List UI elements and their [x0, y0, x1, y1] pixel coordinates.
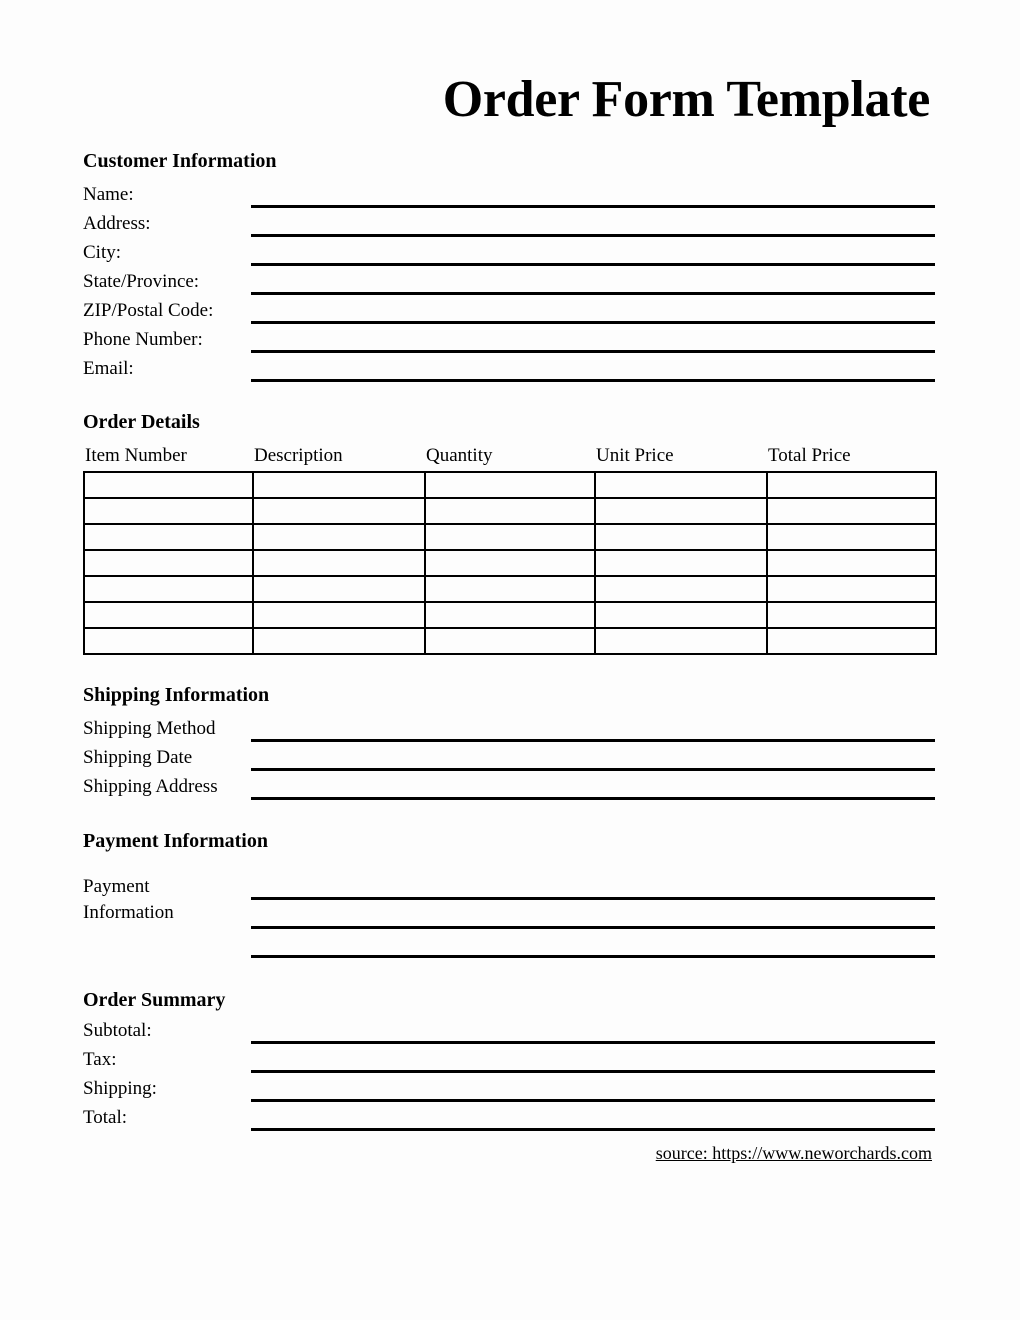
field-row-tax	[83, 1047, 935, 1076]
field-input-shipping-method[interactable]	[251, 739, 935, 742]
table-cell-unit-price[interactable]	[595, 602, 767, 628]
field-row-city	[83, 240, 935, 269]
table-cell-total-price[interactable]	[767, 524, 936, 550]
table-cell-description[interactable]	[253, 628, 425, 654]
table-cell-item-number[interactable]	[84, 524, 253, 550]
table-cell-item-number[interactable]	[84, 472, 253, 498]
table-cell-total-price[interactable]	[767, 472, 936, 498]
payment-information-fields	[83, 874, 935, 964]
table-cell-quantity[interactable]	[425, 524, 595, 550]
table-cell-description[interactable]	[253, 498, 425, 524]
order-details-table	[83, 471, 937, 655]
table-cell-quantity[interactable]	[425, 602, 595, 628]
field-label-name: Name:	[83, 184, 134, 205]
document-content	[83, 0, 935, 1164]
table-cell-unit-price[interactable]	[595, 628, 767, 654]
table-row	[84, 602, 936, 628]
table-row	[84, 498, 936, 524]
table-cell-item-number[interactable]	[84, 498, 253, 524]
field-label-subtotal: Subtotal:	[83, 1020, 152, 1041]
field-row-shipping-date	[83, 745, 935, 774]
field-input-phone-number[interactable]	[251, 350, 935, 353]
field-input-payment-line-3[interactable]	[251, 955, 935, 958]
field-row-phone-number	[83, 327, 935, 356]
table-row	[84, 628, 936, 654]
field-label-zip-postal-code: ZIP/Postal Code:	[83, 300, 214, 321]
table-row	[84, 576, 936, 602]
table-cell-unit-price[interactable]	[595, 498, 767, 524]
table-cell-item-number[interactable]	[84, 602, 253, 628]
table-cell-unit-price[interactable]	[595, 550, 767, 576]
table-cell-total-price[interactable]	[767, 602, 936, 628]
table-cell-total-price[interactable]	[767, 498, 936, 524]
page-title: Order Form Template	[442, 71, 930, 128]
field-input-subtotal[interactable]	[251, 1041, 935, 1044]
field-label-shipping-cost: Shipping:	[83, 1078, 157, 1099]
column-header-item-number: Item Number	[85, 445, 187, 466]
field-row-shipping-method	[83, 716, 935, 745]
column-header-quantity: Quantity	[426, 445, 493, 466]
field-row-subtotal	[83, 1018, 935, 1047]
field-row-shipping-address	[83, 774, 935, 803]
field-input-payment-line-2[interactable]	[251, 926, 935, 929]
column-header-total-price: Total Price	[768, 445, 851, 466]
field-input-shipping-cost[interactable]	[251, 1099, 935, 1102]
order-details-heading: Order Details	[83, 411, 200, 433]
table-cell-total-price[interactable]	[767, 576, 936, 602]
field-row-total	[83, 1105, 935, 1134]
order-summary-fields	[83, 1018, 935, 1134]
field-label-payment-information: Payment Information	[83, 876, 174, 923]
customer-information-heading: Customer Information	[83, 150, 277, 172]
table-cell-unit-price[interactable]	[595, 472, 767, 498]
field-input-name[interactable]	[251, 205, 935, 208]
field-label-phone-number: Phone Number:	[83, 329, 203, 350]
table-row	[84, 472, 936, 498]
source-note	[83, 1142, 935, 1164]
table-cell-item-number[interactable]	[84, 576, 253, 602]
field-label-state-province: State/Province:	[83, 271, 200, 292]
field-input-total[interactable]	[251, 1128, 935, 1131]
field-input-payment-line-1[interactable]	[251, 897, 935, 900]
field-label-shipping-date: Shipping Date	[83, 747, 193, 768]
table-cell-item-number[interactable]	[84, 628, 253, 654]
table-cell-total-price[interactable]	[767, 628, 936, 654]
table-cell-description[interactable]	[253, 524, 425, 550]
field-input-tax[interactable]	[251, 1070, 935, 1073]
field-label-shipping-address: Shipping Address	[83, 776, 218, 797]
field-row-name	[83, 182, 935, 211]
table-cell-quantity[interactable]	[425, 576, 595, 602]
table-cell-quantity[interactable]	[425, 628, 595, 654]
field-label-address: Address:	[83, 213, 151, 234]
field-input-address[interactable]	[251, 234, 935, 237]
table-cell-description[interactable]	[253, 550, 425, 576]
column-header-unit-price: Unit Price	[596, 445, 674, 466]
shipping-information-heading: Shipping Information	[83, 684, 270, 706]
column-header-description: Description	[254, 445, 343, 466]
shipping-information-fields	[83, 716, 935, 803]
field-row-zip-postal-code	[83, 298, 935, 327]
field-label-city: City:	[83, 242, 122, 263]
order-summary-heading: Order Summary	[83, 989, 226, 1011]
field-input-zip-postal-code[interactable]	[251, 321, 935, 324]
customer-information-fields	[83, 182, 935, 385]
order-table-column-headers	[83, 444, 935, 471]
table-cell-item-number[interactable]	[84, 550, 253, 576]
table-cell-quantity[interactable]	[425, 550, 595, 576]
field-input-shipping-date[interactable]	[251, 768, 935, 771]
payment-information-heading: Payment Information	[83, 830, 268, 852]
table-row	[84, 550, 936, 576]
field-input-city[interactable]	[251, 263, 935, 266]
field-row-shipping-cost	[83, 1076, 935, 1105]
table-cell-description[interactable]	[253, 576, 425, 602]
table-row	[84, 524, 936, 550]
table-cell-unit-price[interactable]	[595, 524, 767, 550]
field-label-tax: Tax:	[83, 1049, 117, 1070]
table-cell-quantity[interactable]	[425, 472, 595, 498]
field-label-email: Email:	[83, 358, 134, 379]
table-cell-description[interactable]	[253, 472, 425, 498]
table-cell-quantity[interactable]	[425, 498, 595, 524]
field-row-address	[83, 211, 935, 240]
field-input-state-province[interactable]	[251, 292, 935, 295]
field-input-email[interactable]	[251, 379, 935, 382]
field-row-state-province	[83, 269, 935, 298]
table-cell-total-price[interactable]	[767, 550, 936, 576]
source-link[interactable]: source: https://www.neworchards.com	[655, 1143, 932, 1163]
table-cell-unit-price[interactable]	[595, 576, 767, 602]
field-input-shipping-address[interactable]	[251, 797, 935, 800]
table-cell-description[interactable]	[253, 602, 425, 628]
field-label-shipping-method: Shipping Method	[83, 718, 216, 739]
field-label-total: Total:	[83, 1107, 128, 1128]
field-row-email	[83, 356, 935, 385]
